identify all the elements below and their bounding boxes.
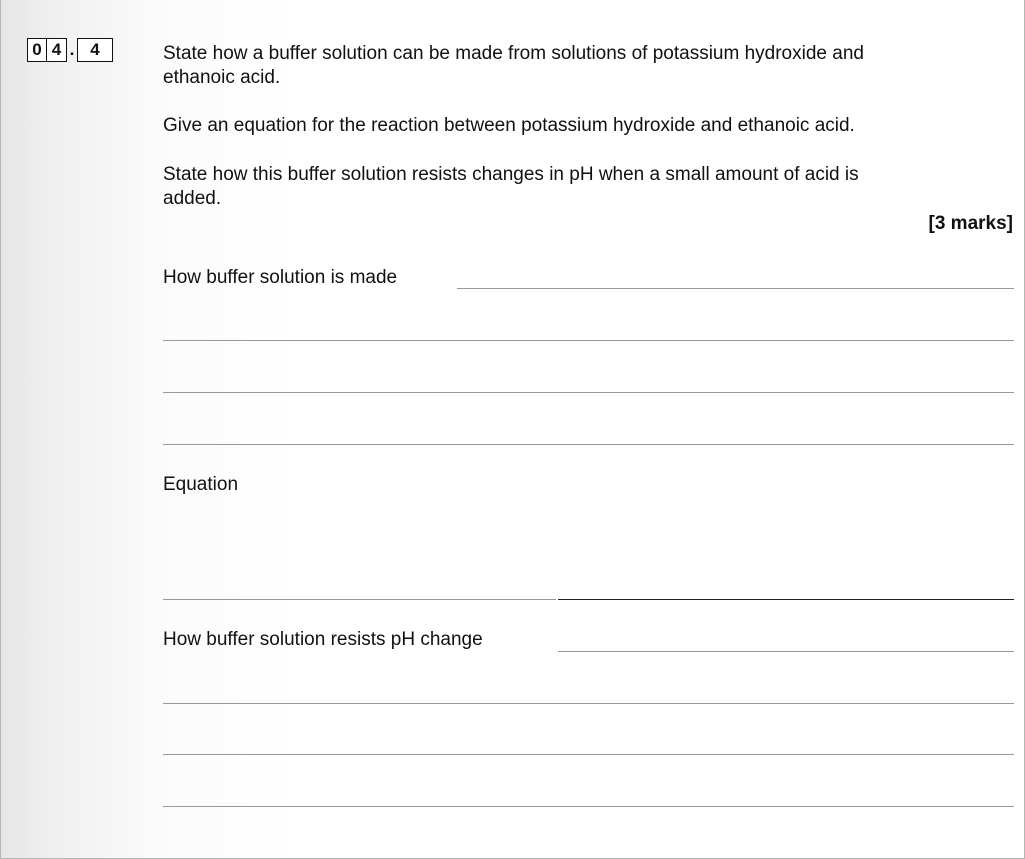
question-text-line: ethanoic acid. — [163, 67, 281, 88]
equation-label: Equation — [163, 474, 239, 495]
answer-line[interactable] — [163, 444, 1014, 445]
question-text-line: State how this buffer solution resists changes in pH when a small amount of acid is — [163, 164, 859, 185]
answer-line[interactable] — [163, 806, 1014, 807]
question-number — [27, 38, 113, 62]
question-separator: . — [69, 40, 75, 59]
answer-line[interactable] — [163, 599, 556, 600]
question-part-box: 4 — [77, 38, 113, 62]
answer-line[interactable] — [163, 340, 1014, 341]
answer-line[interactable] — [163, 754, 1014, 755]
answer-line[interactable] — [457, 288, 1014, 289]
question-digit-box: 0 — [27, 38, 47, 62]
answer-line[interactable] — [558, 651, 1014, 652]
question-text-line: added. — [163, 188, 222, 209]
question-digit-box: 4 — [47, 38, 67, 62]
question-text-line: Give an equation for the reaction between potassium hydroxide and ethanoic acid. — [163, 115, 855, 136]
made-label: How buffer solution is made — [163, 267, 398, 288]
question-text-line: State how a buffer solution can be made from solutions of potassium hydroxide and — [163, 43, 864, 64]
answer-line[interactable] — [163, 703, 1014, 704]
answer-line[interactable] — [558, 599, 1014, 600]
answer-line[interactable] — [163, 392, 1014, 393]
resists-label: How buffer solution resists pH change — [163, 629, 483, 650]
marks-label: [3 marks] — [928, 213, 1013, 234]
